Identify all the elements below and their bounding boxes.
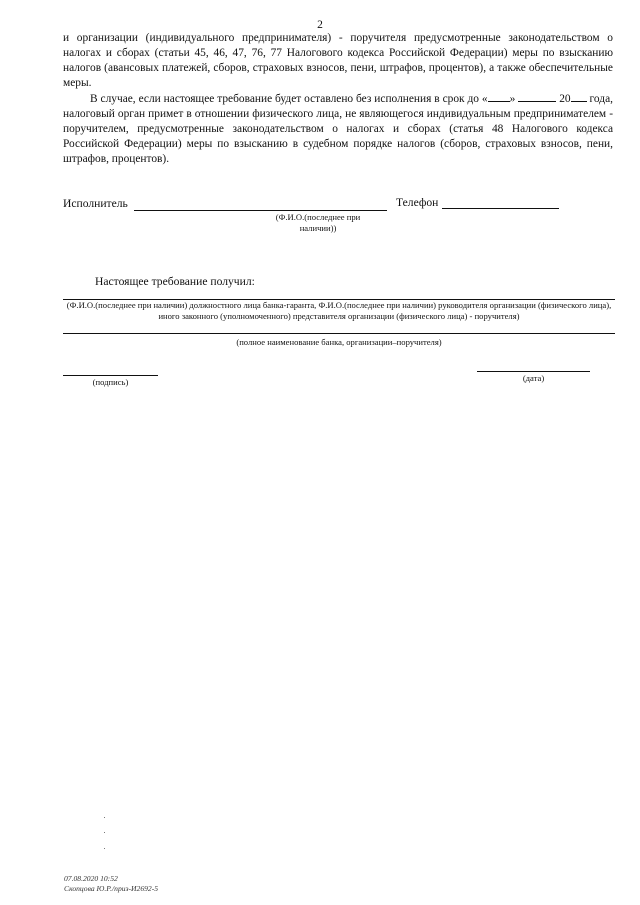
paragraph-collection-measures: и организации (индивидуального предпринимателя) - поручителя предусмотренные законодательством о налогах и сборах (статьи 45, 46, 47, 76, 77 Налогового кодекса Российской Федерации) меры по взысканию налогов (авансовых платежей, сборов, страховых взносов, пени, штрафов, процентов), а также обеспечительные меры. [63,32,613,89]
quote-close: » [509,93,516,105]
paragraph2-rest: года, налоговый орган примет в отношении физического лица, не являющегося индивидуальным предпринимателем - поручителем, предусмотренные законодательством о налогах и сборах (статья 48 Налогового кодекса Российской Федерации) меры по взысканию в судебном порядке налогов (сборов, страховых взносов, пени, штрафов, процентов). [63,93,613,165]
organization-name-caption: (полное наименование банка, организации–поручителя) [236,337,442,347]
day-blank [488,91,510,102]
executor-name-line [134,210,387,211]
scan-speck [104,817,105,818]
phone-label: Телефон [396,196,439,209]
phone-line [442,208,559,209]
executor-label: Исполнитель [63,197,128,210]
executor-name-caption: (Ф.И.О.(последнее при наличии)) [275,212,361,233]
received-label: Настоящее требование получил: [95,275,255,288]
footer-timestamp: 07.08.2020 10:52 [64,874,118,883]
month-blank [518,91,556,102]
scan-speck [104,848,105,849]
organization-name-line [63,333,615,334]
paragraph-court-measures [63,91,613,167]
recipient-name-caption: (Ф.И.О.(последнее при наличии) должностного лица банка-гаранта, Ф.И.О.(последнее при наличии) руководителя организации (физического лица), иного законного (уполномоченного) представителя организации (физического лица) - поручителя) [66,300,612,321]
footer-file-reference: Скопцова Ю.Р./приз-И2692-5 [64,884,159,893]
scan-speck [104,832,105,833]
page-number: 2 [317,19,323,31]
date-line [477,371,590,372]
signature-caption: (подпись) [92,377,129,387]
body-text [63,31,613,167]
signature-line [63,375,158,376]
date-caption: (дата) [522,373,545,383]
year-blank [571,91,587,102]
year-prefix: 20 [559,93,571,105]
paragraph2-start: В случае, если настоящее требование будет оставлено без исполнения в срок до « [90,93,488,105]
